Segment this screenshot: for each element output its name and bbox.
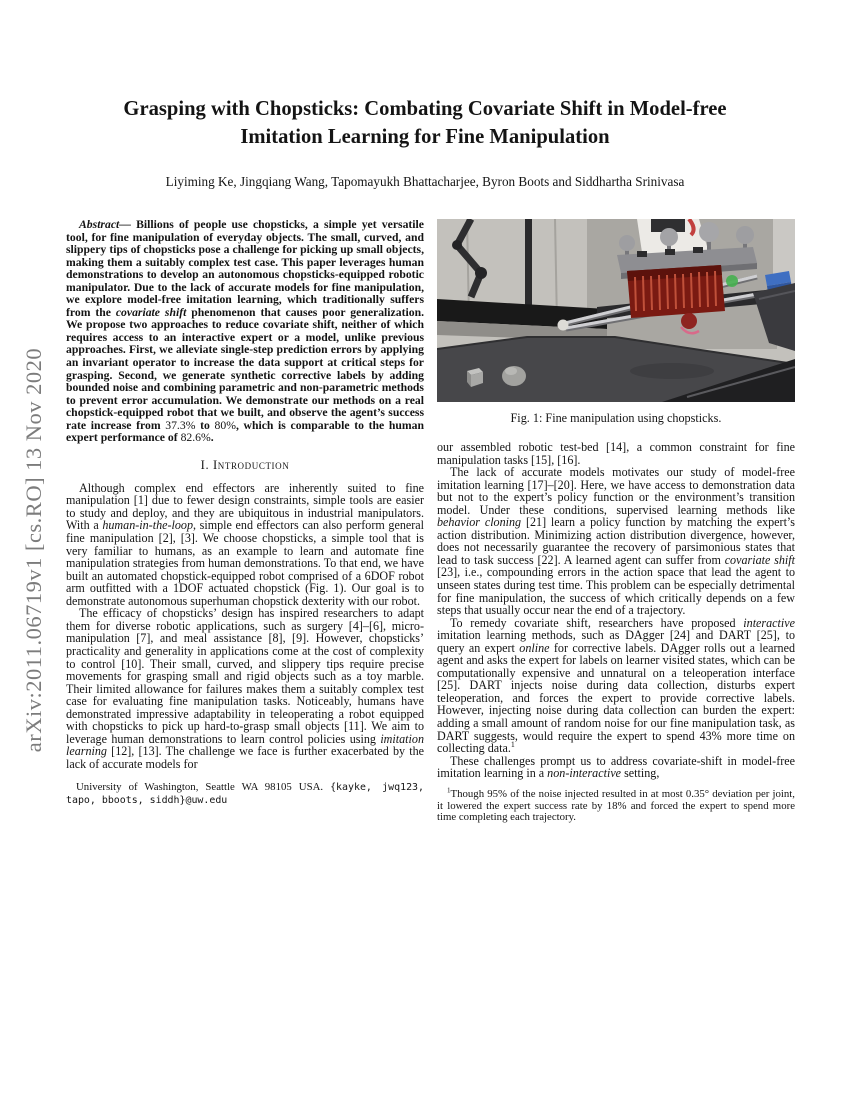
- abstract-paragraph: Abstract— Billions of people use chopsticks, a simple yet versatile tool, for fine manipulation of everyday objects. The small, curved, and slippery tips of chopsticks pose a challenge for picking up small objects, making them a suitably complex test case. This paper leverages human demonstrations to develop an autonomous chopsticks-equipped robotic manipulator. Due to the lack of accurate models for fine manipulation, we explore model-free imitation learning, which traditionally suffers from the covariate shift phenomenon that causes poor generalization. We propose two approaches to reduce covariate shift, neither of which requires access to an interactive expert or a model, unlike previous approaches. First, we alleviate single-step prediction errors by applying an invariant operator to increase the data support at critical steps for grasping. Second, we generate synthetic corrective labels by adding bounded noise and combining parametric and non-parametric methods to prevent error accumulation. We demonstrate our methods on a real chopstick-equipped robot that we built, and observe the agent’s success rate increase from 37.3% to 80%, which is comparable to the human expert performance of 82.6%.: [66, 218, 424, 445]
- mocap-marker: [699, 222, 719, 242]
- body-paragraph-interactive-il: To remedy covariate shift, researchers have proposed interactive imitation learning methods, such as DAgger [24] and DART [25], to query an expert online for corrective labels. DAgger rolls out a learned agent and asks the expert for labels on learner visited states, which can be computationally expensive and unnatural on a teleoperation interface [25]. DART injects noise during data collection, disturbs expert teleoperation, and forces the expert to provide corrective labels. However, injecting noise during data collection can burden the expert: adding a small amount of random noise for our fine manipulation task, as DART suggests, would require the expert to spend 43% more time on collecting data.$^1$: [437, 615, 795, 756]
- section-heading-introduction: I. Introduction: [200, 457, 290, 472]
- tripod-joint: [475, 267, 487, 279]
- plate-nub: [665, 249, 675, 255]
- mocap-marker: [619, 235, 635, 251]
- paper-title: [0, 95, 850, 151]
- author-line: Liyiming Ke, Jingqiang Wang, Tapomayukh Bhattacharjee, Byron Boots and Siddhartha Srinivasa: [165, 174, 685, 189]
- green-led: [726, 275, 738, 287]
- intro-paragraph-1: Although complex end effectors are inherently suited to fine manipulation [1] due to fewer design constraints, simple tools are easier to study and deploy, and they are ubiquitous in industrial manipulators. With a human-in-the-loop, simple end effectors can also perform general fine manipulation [2], [3]. We choose chopsticks, a simple tool that is very familiar to humans, as an example to learn and automate fine manipulation strategies from human demonstrations. To that end, we have built an automated chopstick-equipped robot comprised of a 6DOF robot arm outfitted with a 1DOF actuated chopstick (Fig. 1). Our goal is to demonstrate autonomous superhuman chopstick dexterity with our robot.: [66, 480, 424, 608]
- title-line-2: Imitation Learning for Fine Manipulation: [240, 126, 610, 148]
- left-column: [66, 219, 424, 807]
- tripod-joint: [452, 240, 462, 250]
- tripod-pole: [525, 219, 532, 311]
- right-column: [437, 219, 795, 824]
- plate-nub: [637, 251, 647, 257]
- figure-1: [437, 219, 795, 426]
- affiliation-footnote: University of Washington, Seattle WA 98105 USA. {kayke, jwq123, tapo, bboots, siddh}@uw.edu: [66, 781, 424, 807]
- body-paragraph-challenges: These challenges prompt us to address covariate-shift in model-free imitation learning in a non-interactive setting,: [437, 753, 795, 781]
- figure-1-photo: [437, 219, 795, 402]
- body-paragraph-model-free: The lack of accurate models motivates our study of model-free imitation learning [17]–[20]. Here, we have access to demonstration data but not to the expert’s policy function or the environment’s transition model. Under these conditions, supervised learning methods like behavior cloning [21] learn a policy function by matching the expert’s action distribution. Minimizing action distribution divergence, however, does not necessarily guarantee the recovery of parsimonious states that lead to task success [22]. A learned agent can suffer from covariate shift [23], i.e., compounding errors in the action space that lead the agent to unseen states during test time. This problem can be especially detrimental for fine manipulation, the success of which critically depends on a few steps that usually occur near the end of a trajectory.: [437, 465, 795, 618]
- footnote-1: $^1$Though 95% of the noise injected resulted in at most 0.35° deviation per joint, it lowered the expert success rate by 18% and forced the expert to spend more time completing each trajectory.: [437, 786, 795, 824]
- foam-shadow: [630, 363, 714, 379]
- body-paragraph-continuation: our assembled robotic test-bed [14], a common constraint for fine manipulation tasks [15], [16].: [437, 440, 795, 467]
- mocap-marker: [660, 228, 678, 246]
- plate-nub: [693, 247, 703, 253]
- mocap-marker: [736, 226, 754, 244]
- dome-highlight: [505, 367, 517, 375]
- intro-paragraph-2: The efficacy of chopsticks’ design has inspired researchers to adapt them for diverse robotic applications, such as surgery [4]–[6], micro-manipulation [7], and meal assistance [8], [9]. However, chopsticks’ practicality and generality in applications come at the cost of complexity to control [10]. Their small, curved, and slippery tips require precise movements for grasping small and rigid objects such as a toy marble. Their limited allowance for failures makes them a suitably complex test case for evaluating fine manipulation tasks. Noticeably, humans have demonstrated impressive adaptability in teleoperating a robot equipped with chopsticks to pick up hard-to-grasp small objects [11]. We aim to leverage human demonstrations to learn control policies using imitation learning [12], [13]. The challenge we face is further exacerbated by the lack of accurate models for: [66, 606, 424, 771]
- grasped-ball: [558, 320, 569, 331]
- arxiv-banner: arXiv:2011.06719v1 [cs.RO] 13 Nov 2020: [21, 347, 46, 753]
- motor: [681, 313, 697, 329]
- figure-1-caption: Fig. 1: Fine manipulation using chopsticks.: [510, 411, 722, 425]
- title-line-1: Grasping with Chopsticks: Combating Covariate Shift in Model-free: [123, 98, 727, 120]
